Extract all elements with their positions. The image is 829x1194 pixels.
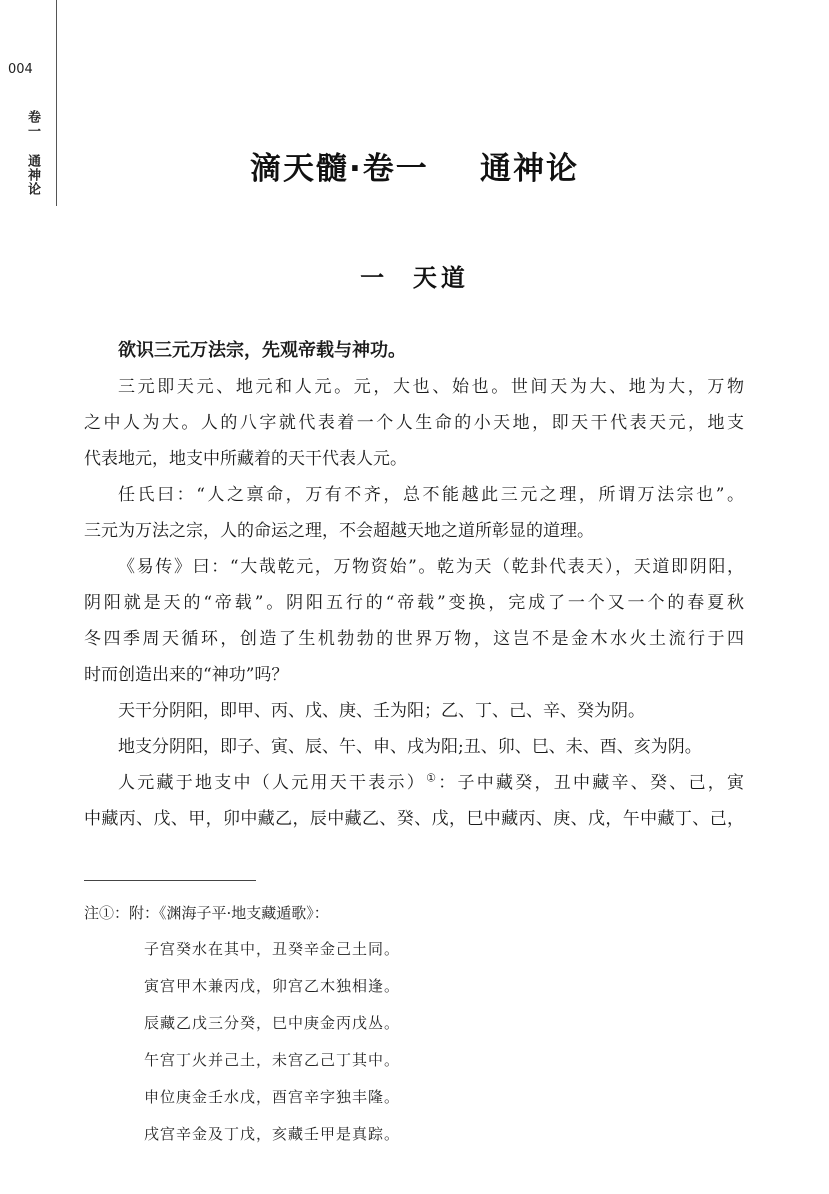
body-text [84,333,744,837]
text-line: 中藏丙、戊、甲，卯中藏乙，辰中藏乙、癸、戊，巳中藏丙、庚、戊，午中藏丁、己， [84,809,744,829]
paragraph-6 [84,765,744,837]
page-number: 004 [8,62,33,77]
verse-line: 欲识三元万法宗，先观帝载与神功。 [118,340,406,361]
text-line: 三元即天元、地元和人元。元，大也、始也。世间天为大、地为大，万物 [118,377,744,397]
text-line: 三元为万法之宗，人的命运之理，不会超越天地之道所彰显的道理。 [84,521,594,541]
text-line [84,765,744,801]
text-line: 地支分阴阳，即子、寅、辰、午、申、戌为阳;丑、卯、巳、未、酉、亥为阴。 [118,737,702,757]
paragraph-5 [84,729,744,765]
paragraph-1 [84,369,744,477]
footnote [84,895,744,1153]
footnote-rule [84,880,256,881]
text-span: 人元藏于地支中（人元用天干表示） [118,773,427,793]
footnote-verse-line: 戌宫辛金及丁戊，亥藏壬甲是真踪。 [144,1125,401,1143]
text-line: 《易传》曰：“大哉乾元，万物资始”。乾为天（乾卦代表天），天道即阴阳， [118,557,744,577]
text-line: 天干分阴阳，即甲、丙、戊、庚、壬为阳；乙、丁、己、辛、癸为阴。 [118,701,645,721]
footnote-verse-line: 辰藏乙戊三分癸，巳中庚金丙戊丛。 [144,1014,401,1032]
text-line: 任氏曰：“人之禀命，万有不齐，总不能越此三元之理，所谓万法宗也”。 [118,485,744,505]
text-line: 之中人为大。人的八字就代表着一个人生命的小天地，即天干代表天元，地支 [84,413,744,433]
running-head: 卷一 通神论 [25,110,40,196]
footnote-heading: 注①：附：《渊海子平·地支藏遁歌》： [84,904,329,922]
footnote-verse-line: 午宫丁火并己土，未宫乙己丁其中。 [144,1051,401,1069]
paragraph-4 [84,693,744,729]
footnote-verse-line: 寅宫甲木兼丙戊，卯宫乙木独相逢。 [144,977,401,995]
text-line: 时而创造出来的“神功”吗？ [84,665,289,685]
chapter-title: 滴天髓·卷一 通神论 [250,151,579,187]
text-line: 阴阳就是天的“帝载”。阴阳五行的“帝载”变换，完成了一个又一个的春夏秋 [84,593,744,613]
text-line: 代表地元，地支中所藏着的天干代表人元。 [84,449,407,469]
footnote-mark[interactable]: ① [426,771,439,785]
section-title: 一 天道 [360,264,469,292]
footnote-verse-line: 申位庚金壬水戊，酉宫辛字独丰隆。 [144,1088,401,1106]
text-span: ：子中藏癸，丑中藏辛、癸、己，寅 [438,773,744,793]
paragraph-2 [84,477,744,549]
text-line: 冬四季周天循环，创造了生机勃勃的世界万物，这岂不是金木水火土流行于四 [84,629,744,649]
paragraph-3 [84,549,744,693]
footnote-verse-line: 子宫癸水在其中，丑癸辛金己土同。 [144,940,401,958]
